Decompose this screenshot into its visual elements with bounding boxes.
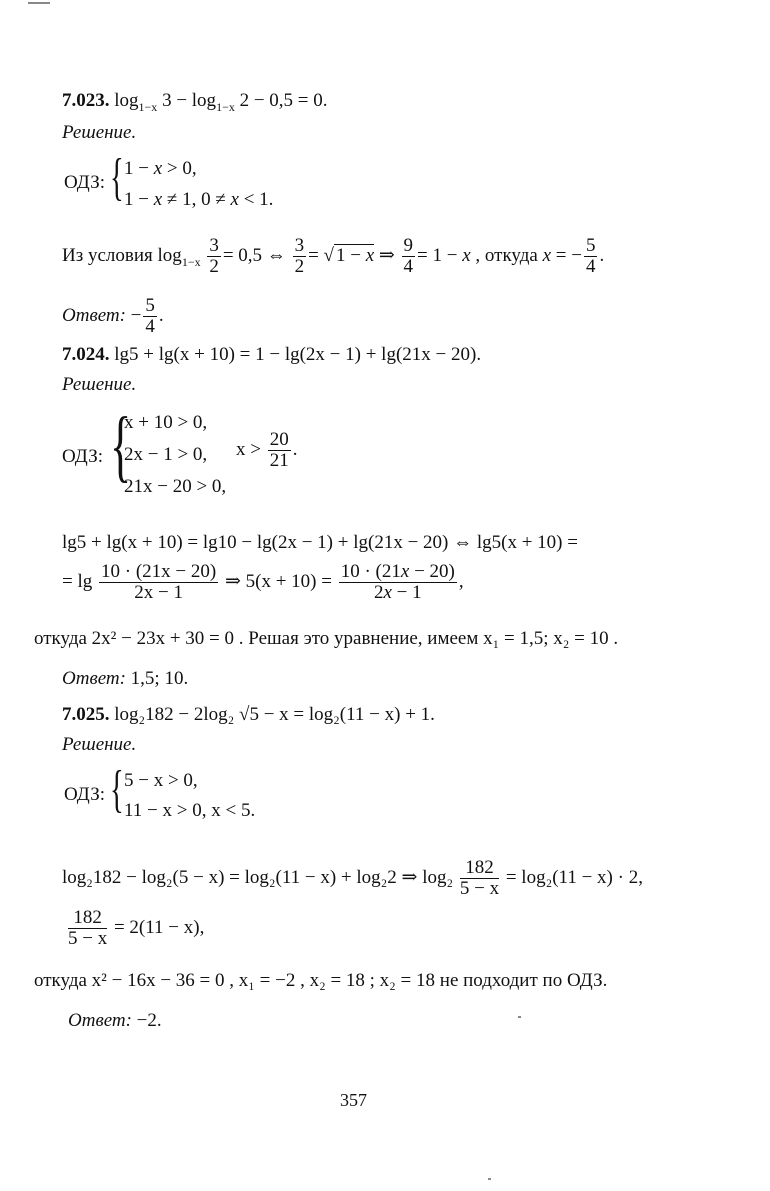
odz-row: 2x − 1 > 0, [124, 444, 208, 465]
problem-equation: lg5 + lg(x + 10) = 1 − lg(2x − 1) + lg(21x − 20). [114, 344, 482, 365]
frac-num: 182 [460, 858, 499, 879]
solution-label: Решение. [62, 734, 137, 755]
line2-prefix: = lg [62, 570, 93, 592]
problem-7024-statement [62, 344, 481, 366]
step-mid: откуда [484, 244, 538, 266]
odz-row: 21x − 20 > 0, [124, 476, 227, 497]
odz-result-num: 20 [269, 429, 289, 450]
derivation-line: lg5 + lg(x + 10) = lg10 − lg(2x − 1) + lg(21x − 20) ⇔ lg5(x + 10) = [62, 532, 578, 553]
result-line: откуда x² − 16x − 36 = 0 , x₁ = −2 , x₂ = 18 ; x₂ = 18 не подходит по ОДЗ. [34, 970, 608, 991]
odz-label: ОДЗ: [64, 172, 106, 193]
problem-number: 7.024. [62, 344, 110, 365]
solution-label: Решение. [62, 374, 137, 395]
problem-number: 7.025. [62, 704, 110, 725]
problem-7023-statement [62, 90, 328, 115]
answer-label: Ответ: [68, 1010, 132, 1031]
answer-line [62, 668, 188, 690]
line2-suffix: = 2(11 − x), [113, 916, 205, 938]
odz-result-den: 21 [269, 450, 289, 471]
odz-label: ОДЗ: [64, 784, 106, 805]
scan-speck [518, 1016, 521, 1018]
frac-num: 10 · (21x − 20) [101, 561, 217, 582]
answer-num: 5 [145, 295, 155, 316]
odz-row: 5 − x > 0, [124, 770, 198, 791]
answer-value: 1,5; 10. [130, 668, 189, 689]
line2-mid: ⇒ 5(x + 10) = [224, 570, 332, 592]
scan-speck [28, 2, 50, 4]
answer-label: Ответ: [62, 304, 126, 326]
answer-den: 4 [145, 316, 155, 337]
frac-den: 5 − x [68, 928, 108, 949]
derivation-line [62, 858, 643, 899]
system-brace: { [110, 402, 132, 490]
odz-row: 11 − x > 0, x < 5. [124, 800, 256, 821]
problem-equation: $\log_{1-x} 3 - \log_{1-x} 2 - 0,5 = 0$. [114, 90, 328, 114]
odz-row: 1 − x > 0, [124, 158, 197, 179]
odz-label: ОДЗ: [62, 446, 104, 467]
scan-speck [488, 1178, 491, 1180]
step-prefix: Из условия [62, 244, 153, 266]
solution-step: Из условия $\log_{1-x}$ $\frac{3}{2}$ = 0,5 ⇔ $\frac{3}{2}$ = √ 1 − x ⇒ $\frac{9}{4}$ = 1 − x , откуда x = − $\frac{5}{4}$ . [62, 235, 605, 277]
answer-value: −2. [136, 1010, 162, 1031]
odz-result: x > $\frac{20}{21}$ . [236, 429, 298, 471]
solution-label: Решение. [62, 122, 137, 143]
derivation-line [66, 908, 204, 949]
problem-equation: log₂182 − 2log₂ √5 − x = log₂(11 − x) + 1. [114, 704, 435, 725]
problem-7025-statement [62, 704, 435, 726]
odz-row: x + 10 > 0, [124, 412, 208, 433]
odz-result-prefix: x > [236, 438, 261, 460]
problem-number: 7.023. [62, 90, 110, 111]
derivation-line: = lg $\frac{10 \cdot (21x - 20)}{2x - 1}$ ⇒ 5(x + 10) = $\frac{10 \cdot (21x - 20)}{2x - 1}$ , [62, 561, 464, 603]
line1-prefix: log₂182 − log₂(5 − x) = log₂(11 − x) + log₂2 ⇒ log₂ [62, 866, 454, 888]
result-line: откуда 2x² − 23x + 30 = 0 . Решая это уравнение, имеем x₁ = 1,5; x₂ = 10 . [34, 628, 619, 649]
answer-label: Ответ: [62, 668, 126, 689]
page-number: 357 [340, 1090, 367, 1110]
system-brace: { [110, 761, 124, 818]
line1-suffix: = log₂(11 − x) · 2, [505, 866, 643, 888]
answer-line: Ответ: − $\frac{5}{4}$ . [62, 295, 164, 337]
answer-sign: − [130, 304, 142, 326]
frac-num: 182 [68, 908, 107, 929]
system-brace: { [110, 149, 124, 206]
frac-den: 2x − 1 [134, 582, 183, 603]
answer-line [68, 1010, 162, 1032]
odz-row: 1 − x ≠ 1, 0 ≠ x < 1. [124, 189, 274, 210]
frac-den: 5 − x [459, 878, 500, 899]
